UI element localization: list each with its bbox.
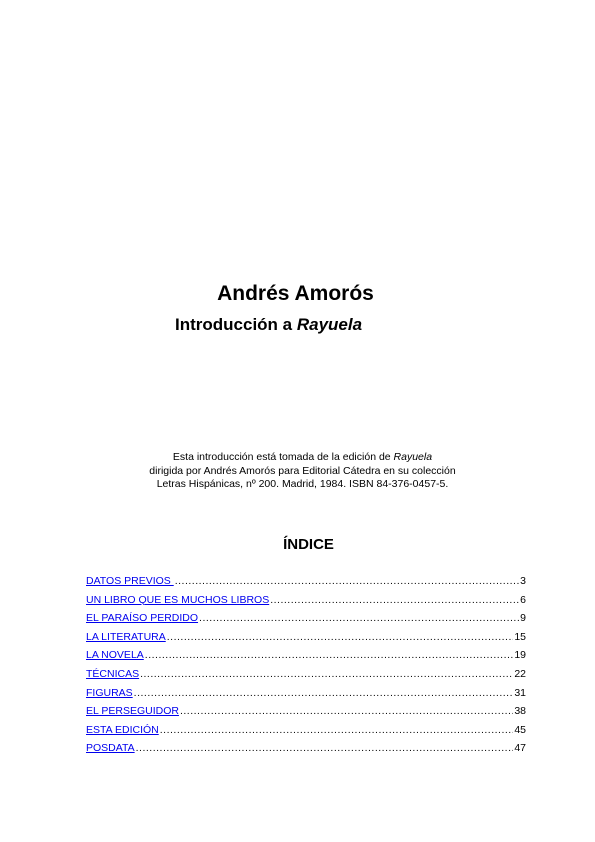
toc-page-number: 22 (514, 667, 526, 680)
toc-link-un-libro[interactable]: UN LIBRO QUE ES MUCHOS LIBROS (86, 593, 270, 606)
toc-link-datos-previos[interactable]: DATOS PREVIOS (86, 575, 174, 587)
toc-item (86, 705, 526, 724)
toc-leader (160, 724, 514, 736)
toc-item (86, 612, 526, 631)
index-heading: ÍNDICE (283, 536, 334, 553)
book-title-italic: Rayuela (296, 315, 363, 334)
toc-page-number: 3 (520, 575, 526, 587)
toc-leader (136, 742, 514, 754)
toc-item (86, 631, 526, 650)
toc-leader (175, 575, 519, 587)
book-title-prefix: Introducción a (175, 315, 297, 334)
toc-link-el-perseguidor[interactable]: EL PERSEGUIDOR (86, 705, 179, 718)
toc-page-number: 6 (520, 593, 526, 606)
toc-item (86, 575, 526, 594)
edition-note-line-1-italic: Rayuela (393, 451, 433, 463)
book-title (175, 315, 362, 335)
toc-page-number: 31 (514, 686, 526, 699)
toc-leader (167, 631, 514, 643)
toc-item (86, 724, 526, 743)
edition-note-line-2: dirigida por Andrés Amorós para Editorial Cátedra en su colección (149, 464, 456, 477)
toc-page-number: 15 (514, 630, 526, 643)
toc-page-number: 19 (514, 649, 526, 662)
toc-leader (270, 594, 519, 606)
toc-leader (180, 705, 513, 717)
toc-item (86, 742, 526, 761)
toc-page-number: 45 (514, 723, 526, 736)
toc-item (86, 649, 526, 668)
toc-link-posdata[interactable]: POSDATA (86, 742, 135, 755)
toc-page-number: 9 (520, 612, 526, 625)
toc-leader (140, 668, 513, 680)
toc-item (86, 687, 526, 706)
edition-note-line-3: Letras Hispánicas, nº 200. Madrid, 1984. ISBN 84-376-0457-5. (156, 478, 449, 490)
toc-link-esta-edicion[interactable]: ESTA EDICIÓN (86, 723, 159, 736)
author-name: Andrés Amorós (217, 282, 374, 305)
table-of-contents (86, 575, 526, 761)
toc-item (86, 594, 526, 613)
toc-leader (199, 612, 519, 624)
toc-leader (134, 687, 514, 699)
toc-leader (145, 649, 514, 661)
toc-item (86, 668, 526, 687)
edition-note-line-1-text: Esta introducción está tomada de la edición de (172, 451, 394, 463)
toc-link-la-literatura[interactable]: LA LITERATURA (86, 630, 166, 643)
toc-page-number: 38 (514, 705, 526, 718)
toc-link-paraiso-perdido[interactable]: EL PARAÍSO PERDIDO (86, 612, 199, 625)
toc-link-figuras[interactable]: FIGURAS (86, 686, 133, 699)
toc-link-la-novela[interactable]: LA NOVELA (86, 649, 144, 662)
edition-note-line-1 (5, 451, 595, 465)
toc-page-number: 47 (514, 742, 526, 755)
edition-note (5, 451, 595, 492)
toc-link-tecnicas[interactable]: TÉCNICAS (86, 667, 140, 680)
